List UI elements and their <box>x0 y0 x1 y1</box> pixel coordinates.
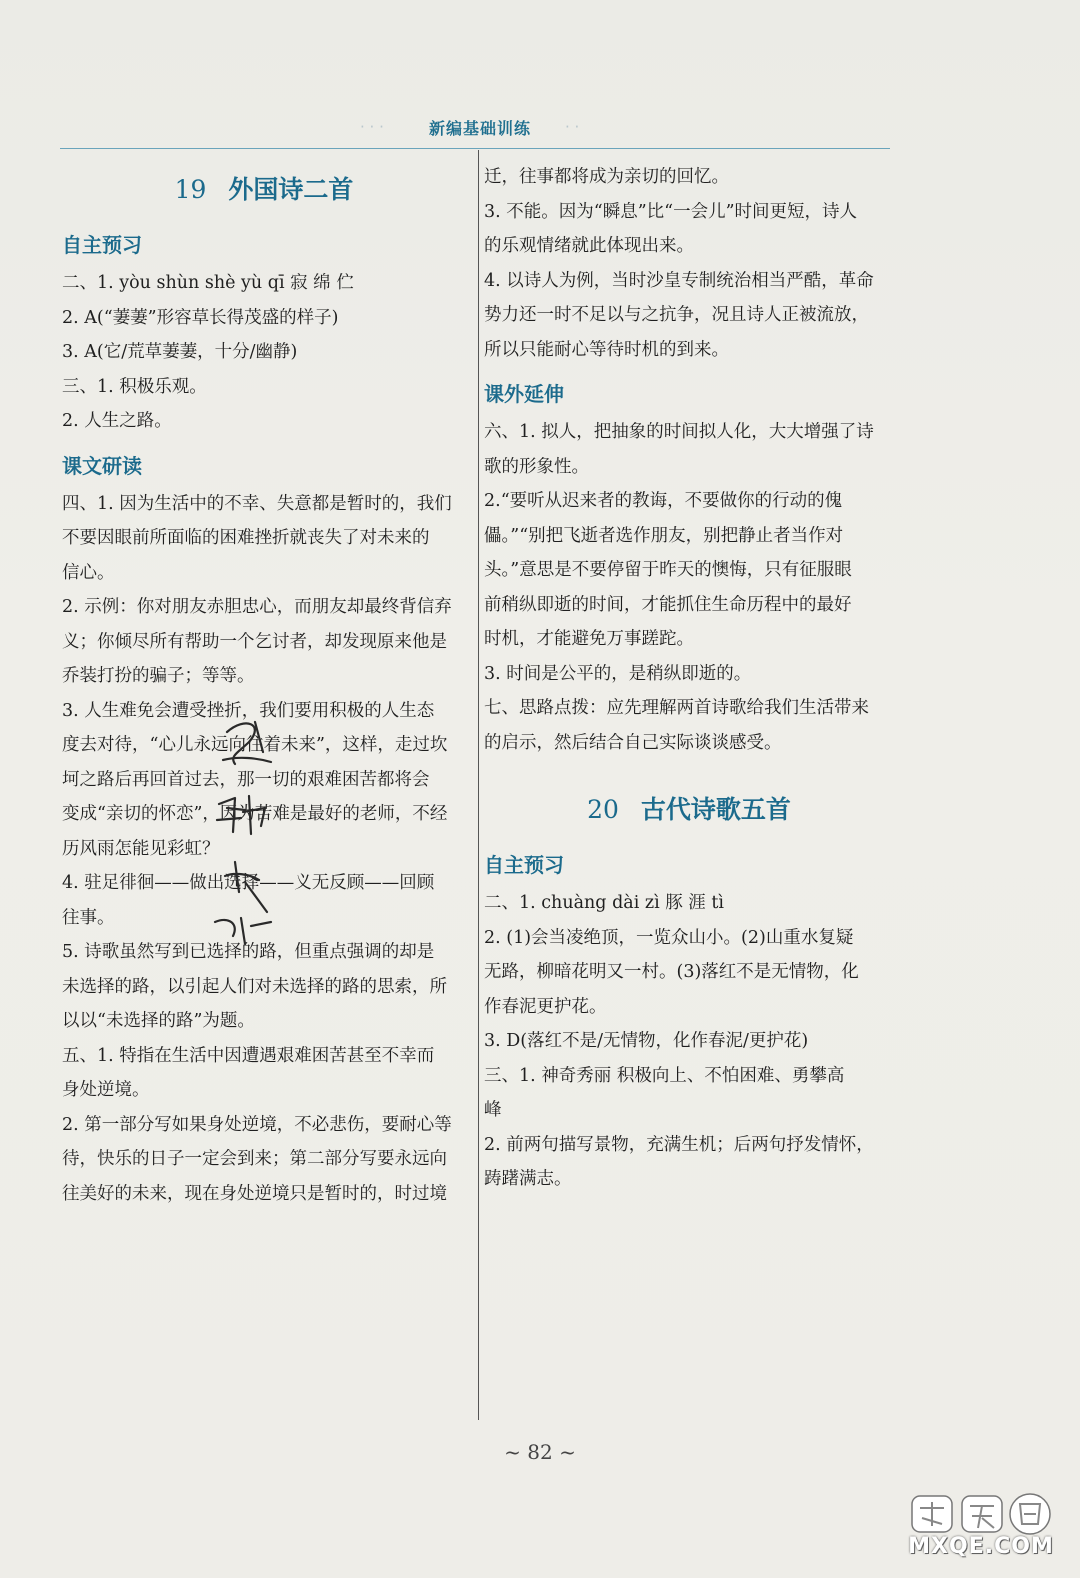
answer-line: 待，快乐的日子一定会到来；第二部分写要永远向 <box>62 1149 447 1169</box>
section-heading-preview: 自主预习 <box>484 853 564 877</box>
answer-line: 头。”意思是不要停留于昨天的懊悔，只有征服眼 <box>484 560 852 580</box>
watermark-text: MXQE.COM <box>908 1534 1054 1559</box>
answer-line: 的乐观情绪就此体现出来。 <box>484 236 694 256</box>
answer-line: 无路，柳暗花明又一村。(3)落红不是无情物，化 <box>484 962 859 982</box>
answer-line: 3. A(它/荒草萋萋，十分/幽静) <box>62 342 298 362</box>
watermark-logo-icon <box>908 1488 1058 1538</box>
lesson-number: 19 <box>174 175 207 204</box>
answer-line: 变成“亲切的怀恋”，因为苦难是最好的老师，不经 <box>62 804 448 824</box>
answer-line: 3. D(落红不是/无情物，化作春泥/更护花) <box>484 1031 809 1051</box>
answer-line: 2. 前两句描写景物，充满生机；后两句抒发情怀， <box>484 1134 874 1155</box>
answer-line: 未选择的路，以引起人们对未选择的路的思索，所 <box>62 976 447 997</box>
header-ghost-right: · · <box>565 118 580 136</box>
answer-line: 以以“未选择的路”为题。 <box>62 1011 255 1031</box>
answer-line: 历风雨怎能见彩虹？ <box>62 838 220 859</box>
answer-line: 2.“要听从迟来者的教诲，不要做你的行动的傀 <box>484 491 843 511</box>
header-rule <box>60 148 890 149</box>
answer-line: 前稍纵即逝的时间，才能抓住生命历程中的最好 <box>484 594 852 615</box>
answer-line: 2. 示例：你对朋友赤胆忠心，而朋友却最终背信弃 <box>62 597 452 617</box>
answer-line: 身处逆境。 <box>62 1080 150 1100</box>
page-number: ~ 82 ~ <box>504 1440 576 1464</box>
answer-line: 信心。 <box>62 562 115 583</box>
answer-line: 乔装打扮的骗子；等等。 <box>62 666 255 686</box>
answer-line: 义；你倾尽所有帮助一个乞讨者，却发现原来他是 <box>62 631 447 652</box>
answer-line: 势力还一时不足以与之抗争，况且诗人正被流放， <box>484 305 869 325</box>
answer-line: 3. 人生难免会遭受挫折，我们要用积极的人生态 <box>62 700 435 721</box>
right-column <box>484 160 894 1197</box>
answer-line: 时机，才能避免万事蹉跎。 <box>484 629 694 649</box>
answer-line: 迁，往事都将成为亲切的回忆。 <box>484 167 729 187</box>
handwritten-scribble <box>205 712 285 952</box>
section-heading-extend: 课外延伸 <box>484 382 564 406</box>
answer-line: 所以只能耐心等待时机的到来。 <box>484 339 729 360</box>
site-watermark <box>890 1488 1072 1574</box>
answer-line: 4. 以诗人为例，当时沙皇专制统治相当严酷，革命 <box>484 270 874 291</box>
header-ghost-left: · · · <box>360 118 384 136</box>
answer-line: 峰 <box>484 1100 502 1120</box>
answer-line: 2. 第一部分写如果身处逆境，不必悲伤，要耐心等 <box>62 1114 452 1135</box>
answer-line: 四、1. 因为生活中的不幸、失意都是暂时的，我们 <box>62 493 452 514</box>
section-heading-preview: 自主预习 <box>62 233 142 257</box>
answer-line: 4. 驻足徘徊——做出选择——义无反顾——回顾 <box>62 873 435 893</box>
answer-line: 歌的形象性。 <box>484 456 589 477</box>
lesson-name: 外国诗二首 <box>228 175 354 204</box>
answer-line: 度去对待，“心儿永远向往着未来”，这样，走过坎 <box>62 735 448 755</box>
answer-line: 踌躇满志。 <box>484 1169 572 1189</box>
answer-line: 七、思路点拨：应先理解两首诗歌给我们生活带来 <box>484 698 869 718</box>
answer-line: 六、1. 拟人，把抽象的时间拟人化，大大增强了诗 <box>484 422 874 442</box>
lesson-title-20 <box>484 786 894 834</box>
answer-line: 三、1. 积极乐观。 <box>62 376 207 397</box>
answer-line: 2. A(“萋萋”形容草长得茂盛的样子) <box>62 307 339 328</box>
answer-line: 作春泥更护花。 <box>484 996 607 1017</box>
answer-line: 不要因眼前所面临的困难挫折就丧失了对未来的 <box>62 528 430 548</box>
answer-line: 的启示，然后结合自己实际谈谈感受。 <box>484 732 782 753</box>
answer-line: 往事。 <box>62 907 115 928</box>
header-title: 新编基础训练 <box>428 119 531 138</box>
answer-line: 二、1. chuàng dài zì 豚 涯 tì <box>484 893 725 913</box>
answer-line: 5. 诗歌虽然写到已选择的路，但重点强调的却是 <box>62 942 435 962</box>
answer-line: 五、1. 特指在生活中因遭遇艰难困苦甚至不幸而 <box>62 1045 435 1066</box>
answer-line: 儡。”“别把飞逝者选作朋友，别把静止者当作对 <box>484 525 844 546</box>
lesson-title-19 <box>62 166 466 214</box>
answer-line: 2. 人生之路。 <box>62 411 172 431</box>
left-column <box>62 160 466 1211</box>
answer-line: 三、1. 神奇秀丽 积极向上、不怕困难、勇攀高 <box>484 1065 845 1086</box>
answer-line: 往美好的未来，现在身处逆境只是暂时的，时过境 <box>62 1183 447 1204</box>
answer-line: 二、1. yòu shùn shè yù qī 寂 绵 伫 <box>62 273 354 293</box>
answer-line: 3. 不能。因为“瞬息”比“一会儿”时间更短，诗人 <box>484 201 858 222</box>
answer-line: 3. 时间是公平的，是稍纵即逝的。 <box>484 663 752 684</box>
page-header <box>60 108 890 148</box>
section-heading-study: 课文研读 <box>62 453 142 478</box>
answer-line: 坷之路后再回首过去，那一切的艰难困苦都将会 <box>62 769 430 790</box>
column-divider <box>478 150 479 1420</box>
lesson-number: 20 <box>587 795 619 824</box>
lesson-name: 古代诗歌五首 <box>640 795 791 824</box>
answer-line: 2. (1)会当凌绝顶，一览众山小。(2)山重水复疑 <box>484 927 854 948</box>
